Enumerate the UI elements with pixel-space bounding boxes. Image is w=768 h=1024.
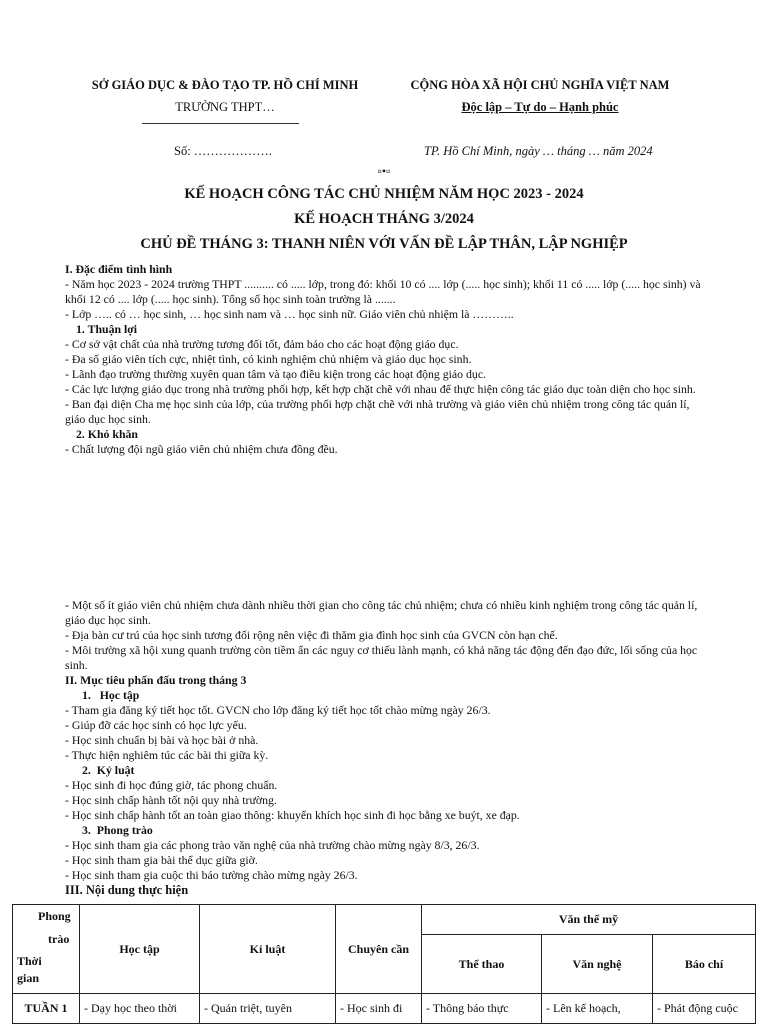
- goal-group-heading: 3. Phong trào: [82, 823, 153, 837]
- goal-item: - Học sinh tham gia các phong trào văn nghệ của nhà trường chào mừng ngày 8/3, 26/3.: [65, 838, 480, 852]
- national-motto: Độc lập – Tự do – Hạnh phúc: [461, 100, 619, 114]
- advantage-item: - Cơ sở vật chất của nhà trường tương đối tốt, đảm bảo cho các hoạt động giáo dục.: [65, 337, 459, 351]
- school-underline: [142, 123, 299, 124]
- advantage-item: - Lãnh đạo trường thường xuyên quan tâm và tạo điều kiện trong các hoạt động giáo dục.: [65, 367, 487, 381]
- col-hoc-tap: Học tập: [80, 905, 200, 994]
- goal-item: - Học sinh đi học đúng giờ, tác phong chuẩn.: [65, 778, 278, 792]
- nation-title: CỘNG HÒA XÃ HỘI CHỦ NGHĨA VIỆT NAM: [410, 78, 670, 92]
- section-3-heading: III. Nội dung thực hiện: [65, 883, 189, 897]
- place-date: TP. Hồ Chí Minh, ngày … tháng … năm 2024: [424, 144, 653, 158]
- col-ki-luat: Kỉ luật: [200, 905, 336, 994]
- disadvantages-heading: 2. Khó khăn: [76, 427, 138, 441]
- section-1-heading: I. Đặc điểm tình hình: [65, 262, 173, 276]
- month-plan-title: KẾ HOẠCH THÁNG 3/2024: [294, 211, 474, 227]
- implementation-table: [12, 904, 756, 1024]
- table-cell: - Quán triệt, tuyên: [200, 994, 336, 1024]
- goal-item: - Học sinh tham gia cuộc thi báo tường chào mừng ngày 26/3.: [65, 868, 358, 882]
- goal-item: - Thực hiện nghiêm túc các bài thi giữa kỳ.: [65, 748, 269, 762]
- corner-header: [13, 905, 80, 994]
- goal-item: - Học sinh chấp hành tốt nội quy nhà trường.: [65, 793, 277, 807]
- disadvantage-item: - Chất lượng đội ngũ giáo viên chủ nhiệm chưa đồng đều.: [65, 442, 338, 456]
- advantages-heading: 1. Thuận lợi: [76, 322, 138, 336]
- goal-group-heading: 2. Kỷ luật: [82, 763, 135, 777]
- document-number: Số: ……………….: [174, 144, 272, 158]
- goal-group-heading: 1. Học tập: [82, 688, 140, 702]
- table-cell: - Dạy học theo thời: [80, 994, 200, 1024]
- table-cell: - Lên kế hoạch,: [542, 994, 653, 1024]
- col-chuyen-can: Chuyên cần: [336, 905, 422, 994]
- theme-title: CHỦ ĐỀ THÁNG 3: THANH NIÊN VỚI VẤN ĐỀ LẬP THÂN, LẬP NGHIỆP: [140, 236, 628, 252]
- col-bao-chi: Báo chí: [653, 935, 756, 994]
- table-cell: - Phát động cuộc: [653, 994, 756, 1024]
- disadvantage-item: - Địa bàn cư trú của học sinh tương đối rộng nên việc đi thăm gia đình học sinh của GVCN còn hạn chế.: [65, 628, 558, 642]
- blank-gap: [65, 457, 705, 598]
- corner-bottom-label: Thời gian: [17, 954, 42, 985]
- advantage-item: - Ban đại diện Cha mẹ học sinh của lớp, của trường phối hợp chặt chẽ với nhà trường và giáo viên chủ nhiệm trong công tác quản lí, giáo dục học sinh.: [65, 397, 690, 426]
- advantage-item: - Đa số giáo viên tích cực, nhiệt tình, có kinh nghiệm chủ nhiệm và giáo dục học sinh.: [65, 352, 472, 366]
- school-name: TRƯỜNG THPT…: [175, 100, 275, 114]
- table-row: [13, 994, 756, 1024]
- department-name: SỞ GIÁO DỤC & ĐÀO TẠO TP. HỒ CHÍ MINH: [91, 78, 359, 92]
- disadvantage-item: - Một số ít giáo viên chủ nhiệm chưa dành nhiều thời gian cho công tác chủ nhiệm; chưa có nhiều kinh nghiệm trong công tác quản lí, giáo dục học sinh.: [65, 598, 698, 627]
- week-cell: TUẦN 1: [13, 994, 80, 1024]
- ornament: ▫•▫: [377, 164, 391, 178]
- disadvantage-item: - Môi trường xã hội xung quanh trường còn tiềm ẩn các nguy cơ thiếu lành mạnh, có khả năng tác động đến đạo đức, lối sống của học sinh.: [65, 643, 698, 672]
- corner-mid-label: trào: [48, 932, 70, 946]
- intro-paragraph: - Lớp ….. có … học sinh, … học sinh nam và … học sinh nữ. Giáo viên chủ nhiệm là ………..: [65, 307, 514, 321]
- section-2-heading: II. Mục tiêu phấn đấu trong tháng 3: [65, 673, 247, 687]
- advantage-item: - Các lực lượng giáo dục trong nhà trường phối hợp, kết hợp chặt chẽ với nhau để thực hiện công tác giáo dục toàn diện cho học sinh.: [65, 382, 696, 396]
- goal-item: - Học sinh chuẩn bị bài và học bài ở nhà.: [65, 733, 259, 747]
- intro-paragraph: - Năm học 2023 - 2024 trường THPT .......... có ..... lớp, trong đó: khối 10 có .... lớp (..... học sinh); khối 11 có ..... lớp (..... học sinh) và khối 12 có .... lớp (..... học sinh). Tổng số học sinh toàn trường là .......: [65, 277, 701, 306]
- plan-title: KẾ HOẠCH CÔNG TÁC CHỦ NHIỆM NĂM HỌC 2023 - 2024: [184, 186, 584, 202]
- goal-item: - Tham gia đăng ký tiết học tốt. GVCN cho lớp đăng ký tiết học tốt chào mừng ngày 26/3.: [65, 703, 491, 717]
- col-the-thao: Thể thao: [422, 935, 542, 994]
- goal-item: - Học sinh tham gia bài thể dục giữa giờ.: [65, 853, 258, 867]
- table-cell: - Học sinh đi: [336, 994, 422, 1024]
- col-van-nghe: Văn nghệ: [542, 935, 653, 994]
- table-cell: - Thông báo thực: [422, 994, 542, 1024]
- plan-body: [65, 262, 705, 898]
- goal-item: - Học sinh chấp hành tốt an toàn giao thông: khuyến khích học sinh đi học bằng xe buýt, xe đạp.: [65, 808, 520, 822]
- col-group-van-the-my: Văn thể mỹ: [422, 905, 756, 935]
- corner-top-label: Phong: [38, 909, 71, 923]
- goal-item: - Giúp đỡ các học sinh có học lực yếu.: [65, 718, 247, 732]
